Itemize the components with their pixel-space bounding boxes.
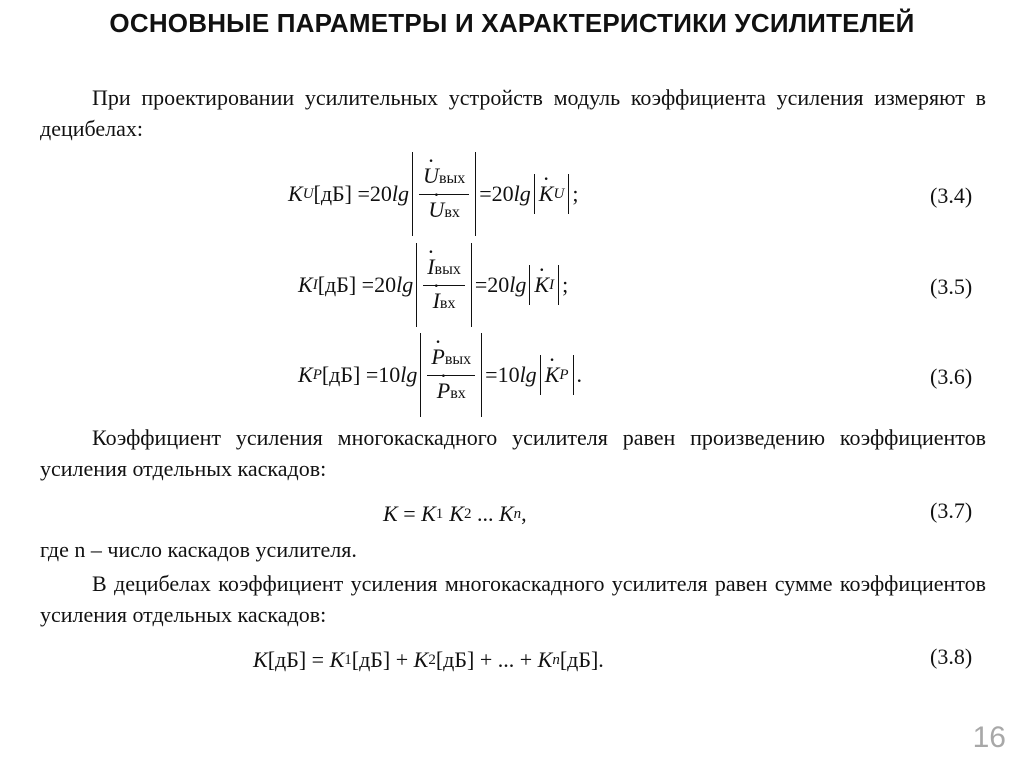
eq-k1-sub: 1 <box>344 651 352 668</box>
page-number: 16 <box>972 721 1006 754</box>
eq-num-sub: вых <box>444 350 472 368</box>
paragraph-product-text: Коэффициент усиления многокаскадного усилителя равен произведению коэффициентов усиления отдельных каскадов: <box>40 425 986 481</box>
eq-num: · I <box>427 254 434 280</box>
eq-k1: K <box>329 647 345 672</box>
eq-factor: 20 <box>369 181 392 206</box>
eq-abs-fraction <box>420 333 482 417</box>
eq-num: · U <box>423 163 439 189</box>
paragraph-sum <box>40 568 986 630</box>
eq-subscript: P <box>312 366 322 383</box>
eq-end: , <box>521 501 527 526</box>
eq-den-sub: вх <box>450 384 466 402</box>
eq-factor: 20 <box>491 181 514 206</box>
eq-unit-2: [дБ] + ... + <box>435 647 538 672</box>
equation-number-3-6: (3.6) <box>930 364 973 389</box>
eq-k-sub: U <box>553 185 565 202</box>
eq-kn-sub: n <box>513 505 522 522</box>
eq-unit: [дБ] = <box>321 362 379 387</box>
eq-abs-fraction <box>412 152 476 236</box>
eq-unit: [дБ] = <box>317 272 375 297</box>
eq-subscript: U <box>302 185 314 202</box>
eq-abs-k <box>540 355 574 395</box>
eq-fraction <box>427 344 475 407</box>
eq-den: · U <box>428 197 444 223</box>
eq-dots: ... <box>471 501 499 526</box>
eq-factor: 20 <box>487 272 510 297</box>
eq-unit-1: [дБ] + <box>351 647 414 672</box>
eq-k1: K <box>421 501 436 526</box>
paragraph-intro <box>40 82 986 144</box>
eq-unit: [дБ] = <box>267 647 330 672</box>
eq-num-sub: вых <box>434 260 461 278</box>
equation-number-3-8: (3.8) <box>930 644 973 669</box>
eq-lg: lg <box>396 272 414 297</box>
eq-unit-n: [дБ]. <box>559 647 604 672</box>
eq-subscript: I <box>312 276 318 293</box>
eq-k1-sub: 1 <box>435 505 444 522</box>
eq-fraction <box>423 254 465 317</box>
eq-factor: 10 <box>497 362 520 387</box>
eq-k: · K <box>534 272 549 298</box>
eq-kn-sub: n <box>552 651 560 668</box>
equation-number-3-4: (3.4) <box>930 183 973 208</box>
eq-num: · P <box>431 344 444 370</box>
eq-end: . <box>576 362 583 387</box>
eq-lg: lg <box>509 272 527 297</box>
eq-k: · K <box>539 181 554 207</box>
slide-title: ОСНОВНЫЕ ПАРАМЕТРЫ И ХАРАКТЕРИСТИКИ УСИЛИТЕЛЕЙ <box>109 8 915 38</box>
eq-abs-fraction <box>416 243 472 327</box>
eq-fraction <box>419 163 469 226</box>
equation-number-3-7: (3.7) <box>930 498 973 523</box>
eq-symbol: K <box>383 501 398 526</box>
eq-equals: = <box>474 272 488 297</box>
eq-lg: lg <box>400 362 418 387</box>
paragraph-product <box>40 422 986 484</box>
eq-end: ; <box>572 181 579 206</box>
equation-3-8 <box>253 644 604 676</box>
equation-number-3-5: (3.5) <box>930 274 973 299</box>
eq-kn: K <box>498 501 514 526</box>
eq-k-sub: I <box>549 276 555 293</box>
eq-den: · I <box>433 288 440 314</box>
eq-lg: lg <box>391 181 410 206</box>
eq-k2: K <box>449 501 464 526</box>
paragraph-intro-text: При проектировании усилительных устройств модуль коэффициента усиления измеряют в децибелах: <box>40 85 986 141</box>
equation-3-7 <box>383 498 527 530</box>
eq-unit: [дБ] = <box>313 181 370 206</box>
equation-3-5 <box>298 243 568 327</box>
eq-abs-k <box>529 265 559 305</box>
eq-den-sub: вх <box>444 203 460 221</box>
eq-k2-sub: 2 <box>463 505 472 522</box>
eq-end: ; <box>562 272 569 297</box>
eq-factor: 10 <box>378 362 401 387</box>
eq-k-sub: P <box>559 366 569 383</box>
paragraph-where <box>40 534 986 565</box>
equation-3-6 <box>298 333 582 417</box>
eq-k2: K <box>413 647 429 672</box>
eq-den: · P <box>437 378 450 404</box>
eq-equals: = <box>479 181 492 206</box>
eq-k2-sub: 2 <box>428 651 436 668</box>
eq-equals: = <box>485 362 498 387</box>
eq-symbol: K <box>298 272 313 297</box>
eq-symbol: K <box>288 181 303 206</box>
eq-k: · K <box>545 362 560 388</box>
paragraph-sum-text: В децибелах коэффициент усиления многокаскадного усилителя равен сумме коэффициентов усиления отдельных каскадов: <box>40 571 986 627</box>
eq-factor: 20 <box>374 272 397 297</box>
paragraph-where-text: где n – число каскадов усилителя. <box>40 537 357 562</box>
eq-symbol: K <box>253 647 268 672</box>
eq-equals: = <box>397 501 422 526</box>
eq-num-sub: вых <box>438 169 466 187</box>
eq-kn: K <box>537 647 553 672</box>
eq-abs-k <box>534 174 570 214</box>
eq-lg: lg <box>519 362 537 387</box>
eq-symbol: K <box>298 362 313 387</box>
eq-lg: lg <box>513 181 531 206</box>
equation-3-4 <box>288 152 578 236</box>
eq-den-sub: вх <box>439 294 456 312</box>
